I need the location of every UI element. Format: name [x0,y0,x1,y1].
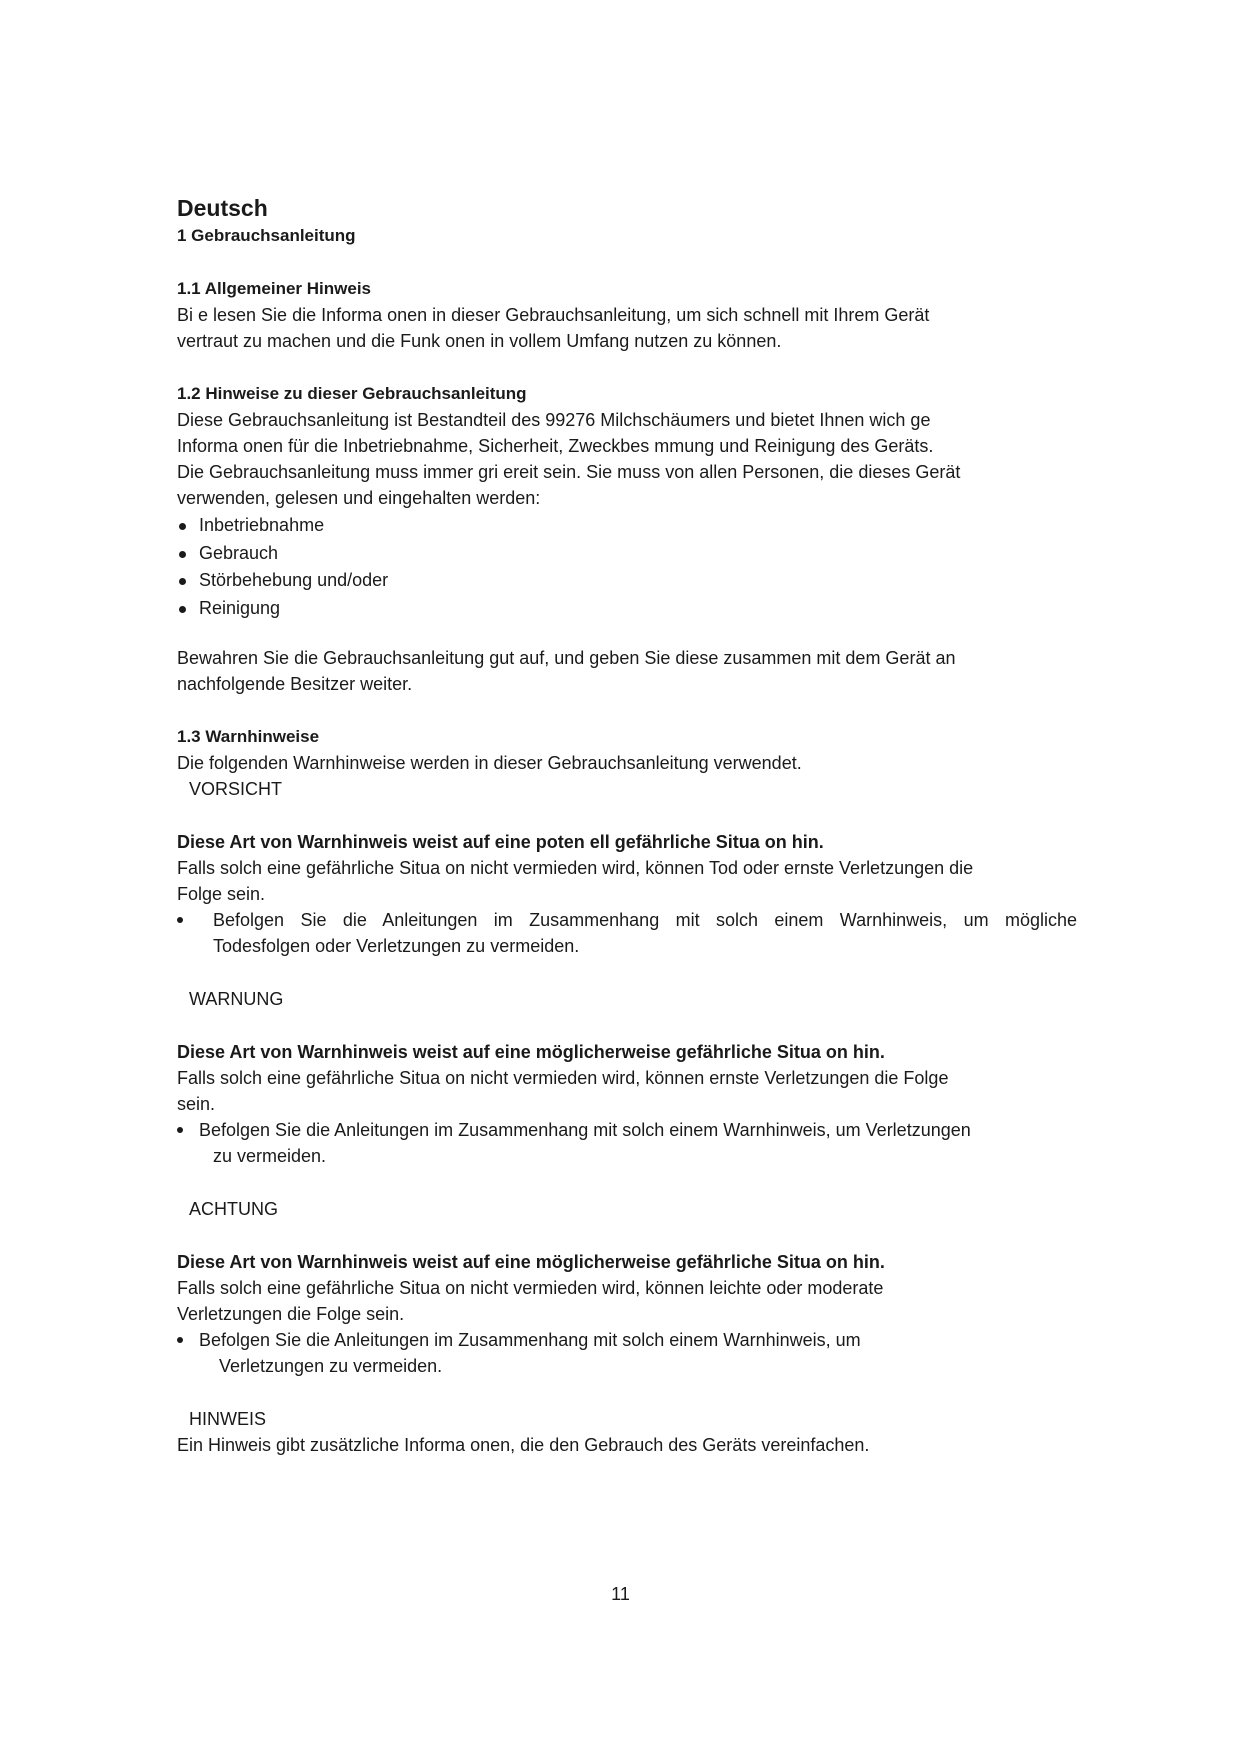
paragraph-line: Die folgenden Warnhinweise werden in dieser Gebrauchsanleitung verwendet. [177,753,802,774]
paragraph-line: sein. [177,1094,216,1115]
paragraph-line: Verletzungen die Folge sein. [177,1304,405,1325]
warning-label-vorsicht: VORSICHT [189,779,283,800]
warning-description: Diese Art von Warnhinweis weist auf eine poten ell gefährliche Situa on hin. [177,832,824,853]
document-content [177,193,1077,1458]
section-heading-1-1: 1.1 Allgemeiner Hinweis [177,279,371,298]
bullet-icon [179,551,186,558]
bullet-icon [177,1337,183,1343]
section-heading-1-3: 1.3 Warnhinweise [177,727,320,747]
paragraph-line: Bewahren Sie die Gebrauchsanleitung gut auf, und geben Sie diese zusammen mit dem Gerät an [177,648,956,669]
paragraph-line: Die Gebrauchsanleitung muss immer gri ereit sein. Sie muss von allen Personen, die dieses Gerät [177,462,961,482]
bullet-icon [177,1127,183,1133]
paragraph-line: Ein Hinweis gibt zusätzliche Informa onen, die den Gebrauch des Geräts vereinfachen. [177,1435,870,1456]
warning-bullet-item: Befolgen Sie die Anleitungen im Zusammenhang mit solch einem Warnhinweis, um mögliche Todesfolgen oder Verletzungen zu vermeiden. [177,907,1077,959]
warning-label-achtung: ACHTUNG [189,1199,278,1220]
paragraph-line: vertraut zu machen und die Funk onen in vollem Umfang nutzen zu können. [177,331,782,351]
bullet-icon [179,606,186,613]
warning-description: Diese Art von Warnhinweis weist auf eine möglicherweise gefährliche Situa on hin. [177,1042,885,1063]
bullet-icon [179,578,186,585]
paragraph-line: Falls solch eine gefährliche Situa on nicht vermieden wird, können leichte oder moderate [177,1278,884,1299]
paragraph-line: nachfolgende Besitzer weiter. [177,674,413,695]
paragraph-line: Bi e lesen Sie die Informa onen in dieser Gebrauchsanleitung, um sich schnell mit Ihrem Gerät [177,305,930,325]
bullet-icon [179,523,186,530]
list-item: Reinigung [177,595,1077,623]
list-item: Gebrauch [177,540,1077,568]
paragraph-line: Falls solch eine gefährliche Situa on nicht vermieden wird, können Tod oder ernste Verletzungen die [177,858,974,879]
section-heading-1: 1 Gebrauchsanleitung [177,226,356,245]
page-number: 11 [611,1584,630,1604]
bullet-icon [177,917,183,923]
usage-list [177,512,1077,622]
list-item: Störbehebung und/oder [177,567,1077,595]
paragraph-line: verwenden, gelesen und eingehalten werden: [177,488,541,508]
warning-bullet-item: Befolgen Sie die Anleitungen im Zusammenhang mit solch einem Warnhinweis, um Verletzungen zu vermeiden. [177,1327,1077,1379]
paragraph-line: Folge sein. [177,884,266,905]
warning-description: Diese Art von Warnhinweis weist auf eine möglicherweise gefährliche Situa on hin. [177,1252,885,1273]
warning-label-hinweis: HINWEIS [189,1409,267,1430]
paragraph-line: Diese Gebrauchsanleitung ist Bestandteil des 99276 Milchschäumers und bietet Ihnen wich ge [177,410,931,430]
paragraph-line: Falls solch eine gefährliche Situa on nicht vermieden wird, können ernste Verletzungen die Folge [177,1068,949,1089]
paragraph-line: Informa onen für die Inbetriebnahme, Sicherheit, Zweckbes mmung und Reinigung des Geräts. [177,436,934,456]
section-heading-1-2: 1.2 Hinweise zu dieser Gebrauchsanleitung [177,384,527,403]
document-title: Deutsch [177,195,268,221]
warning-bullet-item: Befolgen Sie die Anleitungen im Zusammenhang mit solch einem Warnhinweis, um Verletzungen zu vermeiden. [177,1117,1077,1169]
warning-label-warnung: WARNUNG [189,989,284,1010]
list-item: Inbetriebnahme [177,512,1077,540]
